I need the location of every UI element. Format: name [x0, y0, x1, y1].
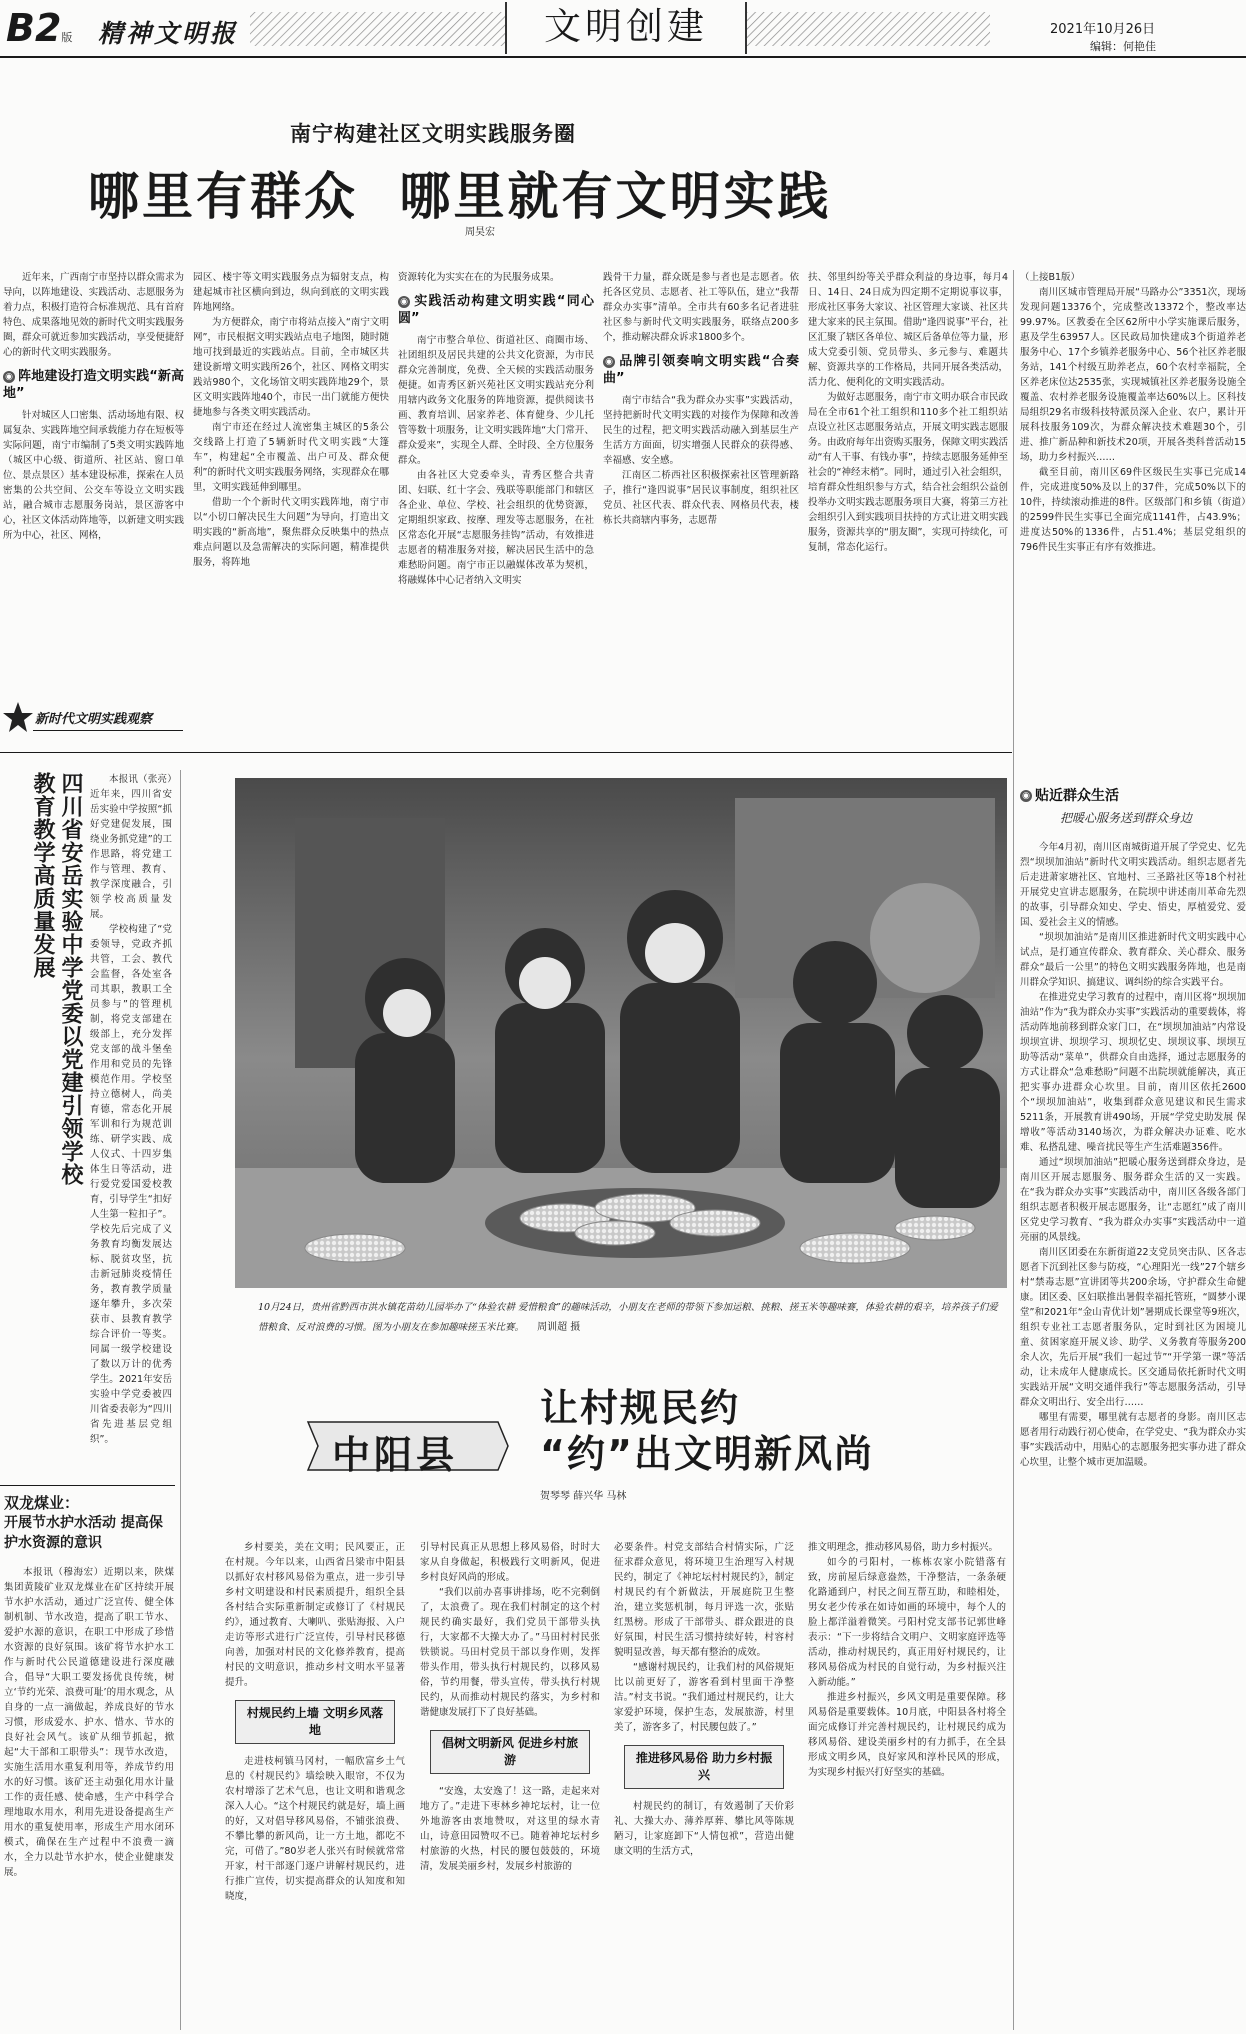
lead-subhead-1-text: 阵地建设打造文明实践“新高地” [3, 369, 184, 401]
village-subhead-2: 倡树文明新风 促进乡村旅游 [430, 1730, 590, 1774]
masthead [0, 0, 1246, 62]
lead-col5-para1: 扶、邻里纠纷等关乎群众利益的身边事，每月4日、14日、24日成为四定期不定期说事议事，形成社区事务大家议、社区管理大家谈、社区共建大家来的民主氛围。借助“逢四说事”平台，社区汇聚了辖区各单位、城区后备单位等力量，形成大党委引领、党员带头、多元参与、难题共解、资源共享的工作格局，共同开展各类活动，活力化、便利化的文明实践活动。 [808, 272, 1008, 388]
badge-star-icon [3, 700, 33, 734]
lead-col2-para3: 南宁市还在经过人流密集主城区的5条公交线路上打造了5辆新时代文明实践“大篷车”，构建起“全市覆盖、出户可及、群众便利”的新时代文明实践服务网络，实现群众在哪里，文明实践延伸到哪里。 [193, 422, 389, 493]
lead-subhead-3 [603, 353, 799, 387]
sidebar-body-4: 通过“坝坝加油站”把暖心服务送到群众身边，是南川区开展志愿服务、服务群众生活的又一实践。在“我为群众办实事”实践活动中，南川区各级各部门组织志愿者积极开展志愿服务，让“志愿红”成了南川区党史学习教育、“我为群众办实事”实践活动中一道亮丽的风景线。 [1020, 1157, 1246, 1243]
lead-col4-para2: 南宁市结合“我为群众办实事”实践活动，坚持把新时代文明实践的对接作为保障和改善民生的过程，把文明实践活动融入到基层生产生活方方面面，切实增强人民群众的获得感、幸福感、安全感。 [603, 395, 799, 466]
lead-col1-para1: 近年来，广西南宁市坚持以群众需求为导向，以阵地建设、实践活动、志愿服务为着力点，积极打造符合标准规范、具有首府特色、成果落地见效的新时代文明实践服务圈，群众可就近参加实践活动，享受便捷舒心的新时代文明实践服务。 [3, 272, 184, 358]
lead-col3-para3: 由各社区大党委牵头，青秀区整合共青团、妇联、红十字会、残联等职能部门和辖区各企业、单位、学校、社会组织的优势资源，定期组织家政、按摩、理发等志愿服务，在社区常态化开展“志愿服务挂钩”活动，有效推进志愿者的精准服务对接，解决居民生活中的急难愁盼问题。南宁市正以融媒体改革为契机，将融媒体中心记者纳入文明实 [398, 470, 594, 586]
issue-date: 2021年10月26日 [1050, 22, 1156, 37]
lead-col1-para2: 针对城区人口密集、活动场地有限、权属复杂、实践阵地空间承载能力存在短板等实际问题，南宁市编制了5类文明实践阵地（城区中心级、街道所、社区站、窗口单位、景点景区）基本建设标准，探索在人员密集的公共空间、公交车等设立文明实践站，融合城市志愿服务岗站，景区游客中心，社区文体活动阵地等，以新建文明实践所为中心，社区、网格， [3, 410, 184, 541]
page-code-label: B2 [6, 6, 62, 50]
bullet-icon: ◉ [603, 356, 615, 368]
sidebar-mid-para: 截至目前，南川区69件区级民生实事已完成14件，完成进度50%及以上的37件，完成50%以下的10件，持续滚动推进的8件。区级部门和乡镇（街道）的2599件民生实事已全面完成1141件，占43.9%；进度达50%的1336件，占51.4%；基层党组织的796件民生实事正有序有效推进。 [1020, 467, 1246, 553]
sidebar-top [1020, 270, 1246, 770]
school-para1: 本报讯（张亮）近年来，四川省安岳实验中学按照“抓好党建促发展，围绕业务抓党建”的工作思路，将党建工作与管理、教育、教学深度融合，引领学校高质量发展。 [90, 774, 172, 920]
sidebar-body-6: 哪里有需要，哪里就有志愿者的身影。南川区志愿者用行动践行初心使命，在学党史、“我为群众办实事”实践活动中，用贴心的志愿服务把实事办进了群众心坎里，让整个城市更加温暖。 [1020, 1412, 1246, 1468]
village-place-box [308, 1412, 508, 1480]
lead-col2-para1: 园区、楼宇等文明实践服务点为辐射支点，构建起城市社区横向到边，纵向到底的文明实践阵地网络。 [193, 272, 389, 313]
lead-subhead-2-text: 实践活动构建文明实践“同心圆” [398, 294, 594, 326]
village-col3-para3: 村规民约的制订，有效遏制了天价彩礼、大操大办、薄养厚葬、攀比风等陈规陋习，让家庭卸下“人情包袱”，营造出健康文明的生活方式， [614, 1801, 794, 1857]
page-code [6, 6, 72, 60]
news-photo [235, 778, 1007, 1288]
column-badge-label: 新时代文明实践观察 [35, 712, 153, 727]
lead-col2 [193, 270, 389, 735]
column-badge [3, 700, 184, 734]
village-headline [540, 1385, 874, 1477]
lead-headline: 哪里有群众 哪里就有文明实践 [88, 168, 832, 227]
sidebar-subheading: 把暖心服务送到群众身边 [1060, 811, 1193, 825]
photo-credit: 周训超 摄 [537, 1322, 581, 1333]
lead-col5-para2: 为做好志愿服务，南宁市文明办联合市民政局在全市61个社工组织和110多个社工组织站点设立社区志愿服务站点，开展文明实践志愿服务。由政府每年出资购买服务，保障文明实践活动“有人干事、有钱办事”，持续志愿服务延伸至社会的“神经末梢”。同时，通过引入社会组织，培育群众性组织参与方式，结合社会组织公益创投举办文明实践志愿服务项目大赛，将第三方社会组织引入到实践项目扶持的方式让进文明实践服务，资源共享的“朋友圈”，实现可持续化，可复制，常态化运行。 [808, 392, 1008, 553]
editor-credit: 编辑：何艳佳 [1090, 40, 1156, 53]
village-subhead-3: 推进移风易俗 助力乡村振兴 [624, 1745, 784, 1789]
school-para2: 学校构建了“党委领导，党政齐抓共管，工会、教代会监督，各处室各司其职，教职工全员参与”的管理机制，将党支部建在级部上，充分发挥党支部的战斗堡垒作用和党员的先锋模范作用。学校坚持立德树人，尚美育德，常态化开展军训和行为规范训练、研学实践、成人仪式、十四岁集体生日等活动，进行爱党爱国爱校教育，引导学生“扣好人生第一粒扣子”。学校先后完成了义务教育均衡发展达标、脱贫攻坚，抗击新冠肺炎疫情任务，教育教学质量逐年攀升，多次荣获市、县教育教学综合评价一等奖。同属一级学校建设了数以万计的优秀学生。2021年安岳实验中学党委被四川省委表彰为“四川省先进基层党组织”。 [90, 924, 172, 1445]
bullet-icon: ◉ [3, 371, 15, 383]
school-title: 四川省安岳实验中学党委以党建引领学校教育教学高质量发展 [30, 772, 83, 1186]
village-col2-para2: “我们以前办喜事讲排场，吃不完剩倒了，太浪费了。现在我们村制定的这个村规民约确实最好，我们党员干部带头执行，大家都不大操大办了。”马田村村民张铁锁说。马田村党员干部以身作则，发挥带头作用，带头执行村规民约，以移风易俗，节约用餐，带头宣传，带头执行村规民约，从而推动村规民约落实，为乡村和谐健康发展打下了良好基础。 [420, 1587, 600, 1718]
paper-name: 精神文明报 [98, 19, 239, 48]
photo-illustration [235, 778, 1007, 1288]
village-col1 [225, 1540, 405, 2030]
sidebar-body [1020, 840, 1246, 2030]
village-col4-para1: 推文明理念，推动移风易俗，助力乡村振兴。 [808, 1542, 999, 1553]
village-place: 中阳县 [332, 1432, 459, 1477]
village-author: 贺琴琴 薛兴华 马林 [540, 1491, 627, 1502]
lead-subhead-2 [398, 293, 594, 327]
lead-col3-para1: 资源转化为实实在在的为民服务成果。 [398, 272, 560, 283]
coal-source: 双龙煤业： [4, 1494, 80, 1512]
village-col3-para1: 必要条件。村党支部结合村情实际，广泛征求群众意见，将环境卫生治理写入村规民约，制定了《神坨坛村村规民约》，制定村规民约有个新做法，开展庭院卫生整治，建立奖惩机制，每月评选一次，张贴红黑榜。形成了干部带头、群众跟进的良好氛围，村民生活习惯持续好转，村容村貌明显改善，每天都有整治的成效。 [614, 1542, 794, 1658]
sidebar-continued: （上接B1版） [1020, 272, 1081, 283]
village-col4 [808, 1540, 1006, 2030]
sidebar-heading [1020, 788, 1246, 805]
lead-col4-para1: 践骨干力量，群众既是参与者也是志愿者。依托各区党员、志愿者、社工等队伍，建立“我帮群众办实事”清单。全市共有60多名记者进驻社区参与新时代文明实践服务，联络点200多个，推动解决群众诉求1800多个。 [603, 272, 799, 343]
village-col2-para3: “安逸，太安逸了！这一路，走起来对地方了。”走进下枣林乡神坨坛村，让一位外地游客由衷地赞叹，对这里的绿水青山，诗意田园赞叹不已。随着神坨坛村乡村旅游的火热，村民的腰包鼓鼓的，环境清，发展美丽乡村，发展乡村旅游的 [420, 1786, 600, 1872]
village-col2-para1: 引导村民真正从思想上移风易俗，时时大家从自身做起，积极践行文明新风，促进乡村良好风尚的形成。 [420, 1542, 600, 1583]
village-col4-para3: 推进乡村振兴，乡风文明是重要保障。移风易俗是重要载体。10月底，中阳县各村将全面完成修订并完善村规民约，让村规民约成为移风易俗、建设美丽乡村的有力抓手，在全县形成文明乡风，良好家风和淳朴民风的形成，为实现乡村振兴打好坚实的基础。 [808, 1692, 1006, 1778]
sidebar-body-1: 今年4月初，南川区南城街道开展了学党史、忆先烈“坝坝加油站”新时代文明实践活动。组织志愿者先后走进萧家塘社区、官地村、三圣路社区等18个村社开展党史宣讲志愿服务，在院坝中讲述南川革命先烈的故事，引导群众知史、学史、悟史，厚植爱党、爱国、爱社会主义的情感。 [1020, 842, 1246, 928]
sidebar-body-3: 在推进党史学习教育的过程中，南川区将“坝坝加油站”作为“我为群众办实事”实践活动的重要载体，将活动阵地前移到群众家门口，在“坝坝加油站”内常设坝坝宣讲、坝坝学习、坝坝忆史、坝坝议事、坝坝互助等活动“菜单”，供群众自由选择，通过志愿服务的方式让群众“急难愁盼”问题不出院坝就能解决，真正把实事办进群众心坎里。目前，南川区依托2600个“坝坝加油站”，收集到群众意见建议和民生需求5211条，开展教育讲490场，开展“学党史助发展 保增收”等活动3140场次，为群众解决办证难、吃水难、私搭乱建、噪音扰民等生产生活难题356件。 [1020, 992, 1246, 1153]
sidebar-body-2: “坝坝加油站”是南川区推进新时代文明实践中心试点，是打通宣传群众、教育群众、关心群众、服务群众“最后一公里”的特色文明实践服务阵地，也是南川群众学知识、搞建议、调纠纷的综合实践平台。 [1020, 932, 1246, 988]
page-suffix: 版 [61, 31, 73, 44]
village-col2 [420, 1540, 600, 2030]
bullet-icon: ◉ [398, 296, 410, 308]
lead-kicker: 南宁构建社区文明实践服务圈 [290, 122, 576, 146]
village-subhead-1: 村规民约上墙 文明乡风落地 [235, 1700, 395, 1744]
village-col1-para1: 乡村要美，美在文明；民风要正，正在村规。今年以来，山西省吕梁市中阳县以抓好农村移风易俗为重点，进一步引导乡村文明建设和村民素质提升，组织全县各村结合实际重新制定或修订了《村规民约》，通过教育、大喇叭、张贴海报、入户走访等形式进行广泛宣传，引导村民移德向善，加强对村民的文化修养教育，提高村民的文明意识，推动乡村文明水平显著提升。 [225, 1542, 405, 1688]
sidebar-heading-block [1020, 788, 1246, 828]
lead-col4 [603, 270, 799, 735]
coal-body: 本报讯（穆海宏）近期以来，陕煤集团黄陵矿业双龙煤业在矿区持续开展节水护水活动，通过广泛宣传、健全体制机制、节水改造，提高了职工节水、爱护水源的意识，在职工中形成了珍惜水资源的良好氛围。该矿将节水护水工作与新时代公民道德建设进行深度融合，倡导“大职工要发扬优良传统，树立‘节约光荣、浪费可耻’的用水观念，从自身的一点一滴做起，养成良好的节水习惯，形成爱水、护水、惜水、节水的良好社会风气。该矿从细节抓起，掀起“大干部和工职带头”：现节水改造，实施生活用水重复利用等，养成节约用水的好习惯。该矿还主动强化用水计量工作的责任感、使命感，生产中科学合理地取水用水，利用先进设备提高生产用水的重复使用率，形成生产用水闭环模式，确保在生产过程中不浪费一滴水，全力以赴节水护水，使企业健康发展。 [4, 1567, 174, 1878]
school-body [4, 772, 172, 1445]
village-col3 [614, 1540, 794, 2030]
lead-col4-para3: 江南区二桥西社区积极探索社区管理新路子，推行“逢四说事”居民议事制度，组织社区党员、社区代表、群众代表、网格员代表，楼栋长共商辖内事务，志愿帮 [603, 470, 799, 526]
photo-caption: 10月24日，贵州省黔西市洪水镇花苗幼儿园举办了“体验农耕 爱惜粮食”的趣味活动，小朋友在老师的带领下参加运粮、挑粮、搓玉米等趣味赛，体验农耕的艰辛，培养孩子们爱惜粮食、反对浪费的习惯。图为小朋友在参加趣味搓玉米比赛。 [258, 1302, 998, 1333]
lead-col2-para4: 借助一个个新时代文明实践阵地，南宁市以“小切口解决民生大问题”为导向，打造出文明实践的“新高地”，聚焦群众反映集中的热点难点问题以及急需解决的实际问题，精准提供服务，将阵地 [193, 497, 389, 568]
coal-header [4, 1492, 174, 1553]
village-col3-para2: “感谢村规民约，让我们村的风俗规矩比以前更好了，游客看到村里面干净整洁。”村支书说。“我们通过村规民约，让大家爱护环境，保护生态，发展旅游，村里美了，游客多了，村民腰包鼓了。” [614, 1662, 794, 1733]
lead-col3-para2: 南宁市整合单位、街道社区、商圈市场、社团组织及居民共建的公共文化资源，为市民群众完善制度，免费、全天候的实践活动服务便捷。如青秀区新兴苑社区文明实践站充分利用辖内政务文化服务的阵地资源，提供阅读书画、教育培训、居家养老、体育健身、少儿托管等数十项服务，让文明实践阵地“大门常开、群众爱来”，实现全人群、全时段、全方位服务群众。 [398, 335, 594, 466]
sidebar-heading-text: 贴近群众生活 [1035, 788, 1119, 804]
photo-caption-block [258, 1295, 1006, 1335]
sidebar-body-5: 南川区团委在东新街道22支党员突击队、区各志愿者下沉到社区参与防疫，“心理阳光一线”27个辖乡村“禁毒志愿”宣讲团等共200余场，守护群众生命健康。团区委、区妇联推出暑假幸福托管班，“圆梦小课堂”和2021年“金山青优计划”暑期成长课堂等9班次，组织专业社工志愿者服务队，定时到社区为困境儿童、贫困家庭开展义诊、助学、义务教育等服务200余人次，先后开展“我们一起过节”“开学第一课”等活动，让未成年人健康成长。区交通局依托新时代文明实践站开展“文明交通伴我行”等志愿服务活动，引导群众文明出行、安全出行…… [1020, 1247, 1246, 1408]
village-col1-para2: 走进枝柯镇马冈村，一幅欣富乡土气息的《村规民约》墙绘映入眼帘，不仅为农村增添了艺术气息，也让文明和谐观念深入人心。“这个村规民约就是好，墙上画的好，又对倡导移风易俗，不铺张浪费、不攀比攀的新风尚，让一方土地，都吃不完，可借了。”80岁老人张兴有时候就常常开家，村干部逐门逐户讲解村规民约，进行推广宣传，切实提高群众的认知度和知晓度， [225, 1756, 405, 1902]
lead-col2-para2: 为方便群众，南宁市将站点接入“南宁文明网”，市民根据文明实践站点电子地图，随时随地可找到最近的实践站点。目前，全市城区共建设新增文明实践所26个，社区、网格文明实践站980个，文化场馆文明实践阵地29个，景区文明实践阵地40个，市民一出门就能方便快捷地参与各类文明实践活动。 [193, 317, 389, 418]
section-box [505, 2, 747, 54]
section-title: 文明创建 [544, 5, 708, 48]
village-headline-1: 让村规民约 [540, 1386, 741, 1430]
lead-col1 [3, 270, 184, 695]
lead-col5 [808, 270, 1008, 735]
sidebar-top-para: 南川区城市管理局开展“马路办公”3351次，现场发现问题13376个，完成整改13372个，整改率达99.97%。区教委在全区62所中小学实施课后服务，惠及学生63957人。区民政局加快建成3个街道养老服务中心、17个乡镇养老服务中心、56个社区养老服务站，141个村级互助养老点，60个农村幸福院，全区养老床位达2535张，实现城镇社区养老服务设施全覆盖、农村养老服务设施覆盖率达60%以上。区科技局组织29名市级科技特派员深入企业、农户，累计开展科技服务109次，为群众解决技术难题30个，引进、推广新品种和新技术20项，开展各类科普活动15场，助力乡村振兴…… [1020, 287, 1246, 463]
lead-col3 [398, 270, 594, 735]
village-col4-para2: 如今的弓阳村，一栋栋农家小院错落有致，房前屋后绿意盎然，干净整洁，一条条硬化路通到户，村民之间互帮互助，和睦相处，男女老少传承在如诗如画的环境中，每个人的脸上都洋溢着微笑。弓阳村党支部书记郭世峰表示：“下一步将结合文明户、文明家庭评选等活动，推动村规民约，真正用好村规民约，让移风易俗成为村民的自觉行动，为乡村振兴注入新动能。” [808, 1557, 1006, 1688]
lead-subhead-1 [3, 368, 184, 402]
lead-subhead-3-text: 品牌引领奏响文明实践“合奏曲” [603, 354, 799, 386]
village-headline-2: “约”出文明新风尚 [540, 1432, 874, 1476]
bullet-icon: ◉ [1020, 790, 1032, 802]
coal-title: 开展节水护水活动 提高保护水资源的意识 [4, 1515, 163, 1551]
lead-author: 周昊宏 [465, 227, 495, 238]
